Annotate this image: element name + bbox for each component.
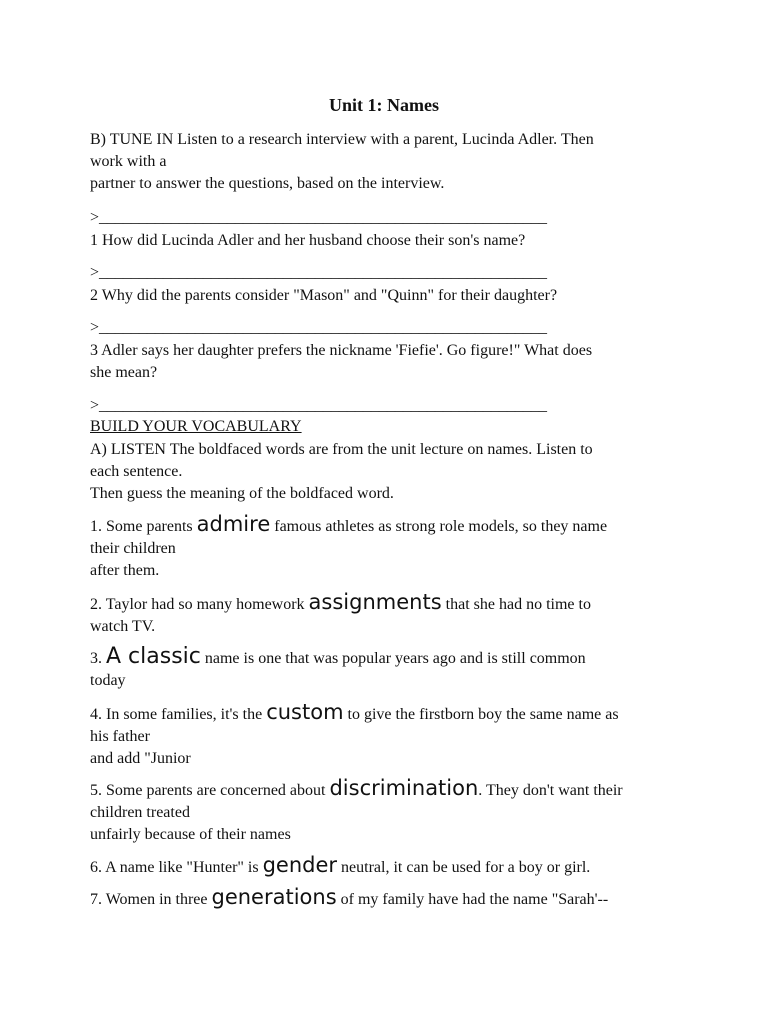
vocab-item-1-line-3: after them.	[90, 562, 160, 579]
vocab-item-4	[90, 701, 690, 770]
vocab-item-5-line-3: unfairly because of their names	[90, 826, 291, 843]
vocab-item-1-line-2: their children	[90, 540, 176, 557]
vocab-item-2-post: that she had no time to	[441, 596, 591, 613]
question-2: 2 Why did the parents consider "Mason" and "Quinn" for their daughter?	[90, 287, 558, 304]
vocab-item-3-post: name is one that was popular years ago and is still common	[200, 650, 586, 667]
vocab-item-5	[90, 777, 690, 846]
vocab-intro-line-3: Then guess the meaning of the boldfaced word.	[90, 485, 394, 502]
page-title: Unit 1: Names	[329, 95, 439, 115]
vocab-item-3-line-1	[90, 646, 690, 670]
vocab-intro-line-1: A) LISTEN The boldfaced words are from the unit lecture on names. Listen to	[90, 441, 593, 458]
vocab-intro	[90, 439, 690, 505]
vocab-item-5-post: . They don't want their	[478, 782, 623, 799]
vocab-word-admire: admire	[196, 512, 271, 536]
vocab-item-7-line-1	[90, 886, 690, 911]
vocab-item-6-pre: 6. A name like "Hunter" is	[90, 859, 263, 876]
tune-in-line-3: partner to answer the questions, based on the interview.	[90, 175, 445, 192]
answer-line-3: >________________________________________________________	[90, 319, 548, 336]
answer-line-1: >________________________________________________________	[90, 209, 548, 226]
vocab-item-3-line-2: today	[90, 672, 126, 689]
vocab-word-generations: generations	[211, 885, 337, 909]
vocab-item-5-pre: 5. Some parents are concerned about	[90, 782, 330, 799]
vocab-item-5-line-1	[90, 777, 690, 802]
vocab-item-7-pre: 7. Women in three	[90, 891, 212, 908]
vocab-word-discrimination: discrimination	[329, 776, 479, 800]
vocab-item-1-line-1	[90, 513, 690, 538]
question-1: 1 How did Lucinda Adler and her husband choose their son's name?	[90, 232, 526, 249]
question-3	[90, 340, 690, 384]
vocab-item-1	[90, 513, 690, 582]
vocab-item-4-pre: 4. In some families, it's the	[90, 706, 267, 723]
vocab-item-7-post: of my family have had the name "Sarah'--	[336, 891, 609, 908]
vocab-item-4-post: to give the firstborn boy the same name as	[343, 706, 619, 723]
vocab-item-7	[90, 886, 690, 911]
answer-line-2: >________________________________________________________	[90, 264, 548, 281]
vocab-item-5-line-2: children treated	[90, 804, 190, 821]
vocab-word-a-classic: A classic	[106, 644, 201, 669]
question-3-line-1: 3 Adler says her daughter prefers the nickname 'Fiefie'. Go figure!" What does	[90, 342, 593, 359]
vocab-item-3	[90, 646, 690, 692]
tune-in-intro	[90, 129, 690, 195]
vocab-item-2-pre: 2. Taylor had so many homework	[90, 596, 309, 613]
question-3-line-2: she mean?	[90, 364, 158, 381]
answer-line-4: >________________________________________________________	[90, 397, 548, 414]
vocab-intro-line-2: each sentence.	[90, 463, 183, 480]
vocab-item-6-post: neutral, it can be used for a boy or girl.	[337, 859, 591, 876]
vocab-item-2	[90, 591, 690, 638]
vocab-item-2-line-2: watch TV.	[90, 618, 156, 635]
tune-in-line-1: B) TUNE IN Listen to a research interview with a parent, Lucinda Adler. Then	[90, 131, 594, 148]
vocab-item-6	[90, 854, 690, 879]
vocab-item-2-line-1	[90, 591, 690, 616]
vocab-word-gender: gender	[262, 853, 338, 877]
vocab-item-4-line-1	[90, 701, 690, 726]
vocab-item-1-post: famous athletes as strong role models, so they name	[270, 518, 608, 535]
vocab-item-6-line-1	[90, 854, 690, 879]
vocab-item-1-pre: 1. Some parents	[90, 518, 197, 535]
vocab-item-3-pre: 3.	[90, 650, 106, 667]
vocab-item-4-line-2: his father	[90, 728, 150, 745]
tune-in-line-2: work with a	[90, 153, 167, 170]
vocab-word-assignments: assignments	[308, 590, 442, 614]
vocab-word-custom: custom	[266, 700, 344, 724]
vocab-item-4-line-3: and add "Junior	[90, 750, 191, 767]
vocab-heading: BUILD YOUR VOCABULARY	[90, 418, 302, 435]
